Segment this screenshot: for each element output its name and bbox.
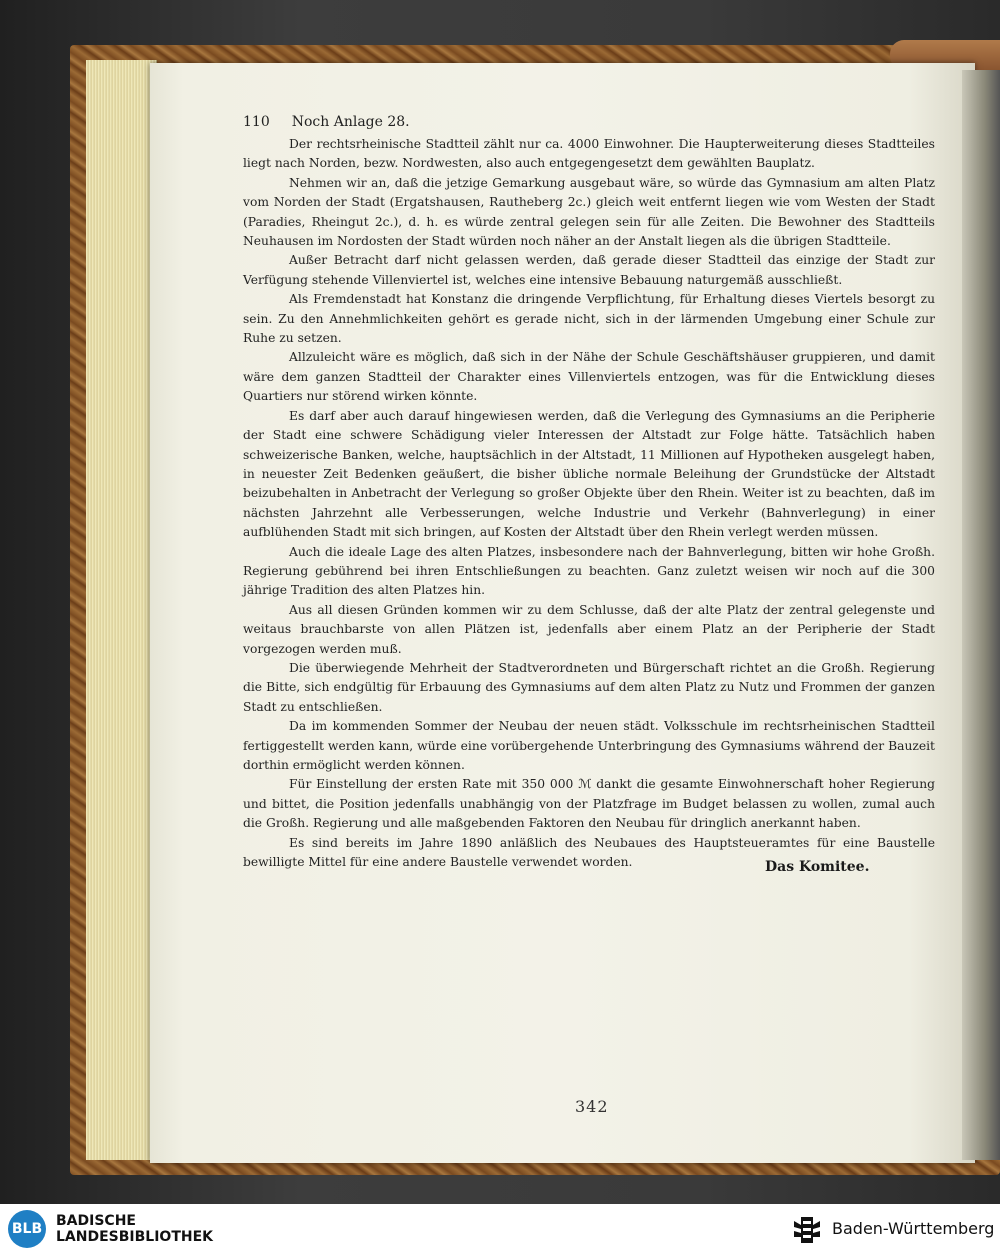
paragraph: Aus all diesen Gründen kommen wir zu dem Schlusse, daß der alte Platz der zentral gelegenste und weitaus brauchbarste von allen Plätzen ist, jedenfalls aber einem Platz an der Peripherie der Stadt vorgezogen werden muß. [243,602,935,656]
folio-number: 342 [575,1097,609,1116]
paragraph: Nehmen wir an, daß die jetzige Gemarkung ausgebaut wäre, so würde das Gymnasium am alten Platz vom Norden der Stadt (Ergatshausen, Rautheberg 2c.) gleich weit entfernt liegen wie vom Westen der Stadt (Paradies, Rheingut 2c.), d. h. es würde zentral gelegen sein für alle Zeiten. Die Bewohner des Stadtteils Neuhausen im Nordosten der Stadt würden noch näher an der Anstalt liegen als die übrigen Stadtteile. [243,175,935,249]
paragraph: Die überwiegende Mehrheit der Stadtverordneten und Bürgerschaft richtet an die Großh. Regierung die Bitte, sich endgültig für Erbauung des Gymnasiums auf dem alten Platz zu Nutz und Frommen der ganzen Stadt zu entschließen. [243,660,935,714]
paragraph: Allzuleicht wäre es möglich, daß sich in der Nähe der Schule Geschäftshäuser gruppieren, und damit wäre dem ganzen Stadtteil der Charakter eines Villenviertels entzogen, was für die Entwicklung dieses Quartiers nur störend wirken könnte. [243,350,935,404]
bw-name[interactable]: Baden-Württemberg [832,1219,995,1238]
paragraph: Auch die ideale Lage des alten Platzes, insbesondere nach der Bahnverlegung, bitten wir hohe Großh. Regierung gebührend bei ihren Entschließungen zu beachten. Ganz zuletzt weisen wir noch auf die 300 jährige Tradition des alten Platzes hin. [243,544,935,598]
coat-of-arms-icon[interactable] [790,1213,824,1247]
page-text [243,113,935,872]
blb-name-line2: LANDESBIBLIOTHEK [56,1229,214,1245]
blb-logo[interactable]: BLB [8,1210,46,1248]
page-number: 110 [243,114,270,130]
paragraph: Für Einstellung der ersten Rate mit 350 000 ℳ dankt die gesamte Einwohnerschaft hoher Regierung und bittet, die Position jedenfalls unabhängig von der Platzfrage im Budget belassen zu wollen, zumal auch die Großh. Regierung und alle maßgebenden Faktoren den Neubau für dringlich anerkannt haben. [243,777,935,831]
page-gutter-shadow [962,70,1000,1160]
blb-name-line1: BADISCHE [56,1213,136,1229]
blb-name[interactable] [56,1213,213,1245]
page-header [243,113,935,135]
footer-bar [0,1204,1000,1254]
paragraph: Es darf aber auch darauf hingewiesen werden, daß die Verlegung des Gymnasiums an die Peripherie der Stadt eine schwere Schädigung vieler Interessen der Altstadt zur Folge hätte. Tatsächlich haben schweizerische Banken, welche, hauptsächlich in der Altstadt, 11 Millionen auf Hypotheken ausgelegt haben, in neuester Zeit Bedenken geäußert, die bisher übliche normale Beleihung der Grundstücke der Altstadt beizubehalten in Anbetracht der Verlegung so großer Objekte über den Rhein. Weiter ist zu beachten, daß im nächsten Jahrzehnt alle Verbesserungen, welche Industrie und Verkehr (Bahnverlegung) in einer aufblühenden Stadt mit sich bringen, auf Kosten der Altstadt über den Rhein verlegt werden müssen. [243,408,935,540]
running-head: Noch Anlage 28. [291,114,410,130]
paragraph: Außer Betracht darf nicht gelassen werden, daß gerade dieser Stadtteil das einzige der Stadt zur Verfügung stehende Villenviertel ist, welches eine intensive Bebauung naturgemäß ausschließt. [243,253,935,287]
paragraph: Da im kommenden Sommer der Neubau der neuen städt. Volksschule im rechtsrheinischen Stadtteil fertiggestellt werden kann, würde eine vorübergehende Unterbringung des Gymnasiums während der Bauzeit dorthin ermöglicht werden können. [243,719,935,772]
signature: Das Komitee. [765,859,870,875]
paragraph: Es sind bereits im Jahre 1890 anläßlich des Neubaues des Hauptsteueramtes für eine Baustelle bewilligte Mittel für eine andere Baustelle verwendet worden. [243,835,935,870]
paragraph: Als Fremdenstadt hat Konstanz die dringende Verpflichtung, für Erhaltung dieses Viertels besorgt zu sein. Zu den Annehmlichkeiten gehört es gerade nicht, sich in der lärmenden Umgebung einer Schule zur Ruhe zu setzen. [243,292,935,346]
paragraph: Der rechtsrheinische Stadtteil zählt nur ca. 4000 Einwohner. Die Haupterweiterung dieses Stadtteiles liegt nach Norden, bezw. Nordwesten, also auch entgegengesetzt dem gewählten Bauplatz. [243,137,935,171]
page-edges [86,60,157,1160]
